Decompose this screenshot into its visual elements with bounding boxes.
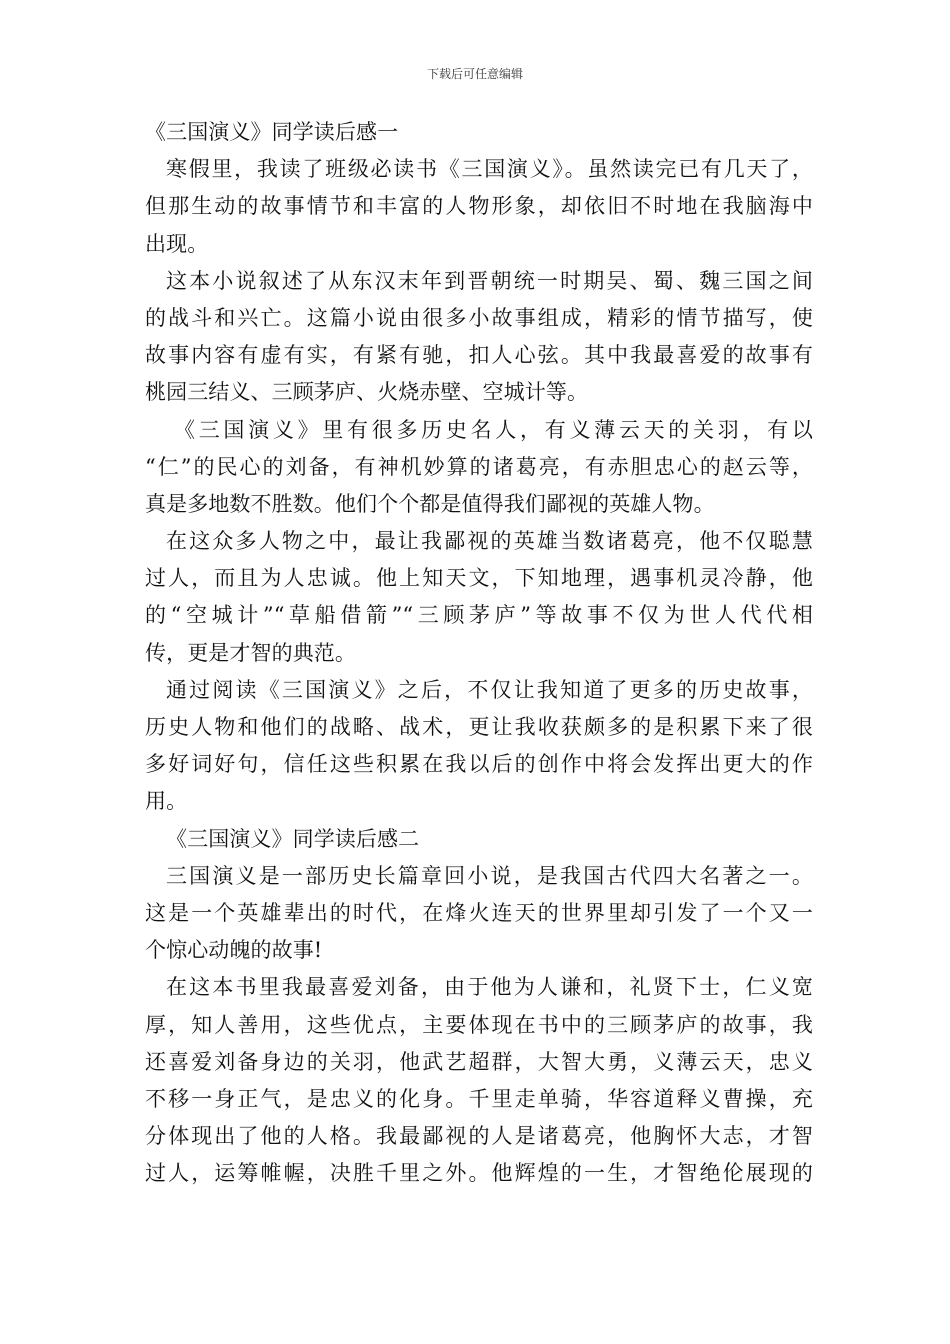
text-line: 寒假里，我读了班级必读书《三国演义》。虽然读完已有几天了， (166, 157, 813, 182)
text-line: 厚，知人善用，这些优点，主要体现在书中的三顾茅庐的故事，我 (145, 1012, 813, 1037)
text-line: 过人，而且为人忠诚。他上知天文，下知地理，遇事机灵冷静，他 (145, 566, 813, 591)
text-line: 《三国演义》里有很多历史名人，有义薄云天的关羽，有以 (174, 417, 813, 442)
text-line: 过人，运筹帷幄，决胜千里之外。他辉煌的一生，才智绝伦展现的 (145, 1161, 813, 1186)
text-line: 桃园三结义、三顾茅庐、火烧赤壁、空城计等。 (145, 380, 589, 405)
text-line: 这本小说叙述了从东汉末年到晋朝统一时期吴、蜀、魏三国之间 (166, 268, 813, 293)
text-line: 传，更是才智的典范。 (145, 640, 356, 665)
text-line: 的战斗和兴亡。这篇小说由很多小故事组成，精彩的情节描写，使 (145, 305, 813, 330)
text-line: 三国演义是一部历史长篇章回小说，是我国古代四大名著之一。 (166, 863, 813, 888)
text-line: 不移一身正气，是忠义的化身。千里走单骑，华容道释义曹操，充 (145, 1086, 813, 1111)
text-line: 真是多地数不胜数。他们个个都是值得我们鄙视的英雄人物。 (145, 491, 715, 516)
essay-title-2: 《三国演义》同学读后感二 (166, 826, 420, 851)
text-line: 的“空城计”“草船借箭”“三顾茅庐”等故事不仅为世人代代相 (145, 603, 813, 628)
text-line: 还喜爱刘备身边的关羽，他武艺超群，大智大勇，义薄云天，忠义 (145, 1049, 813, 1074)
text-line: 用。 (145, 789, 188, 814)
text-line: 通过阅读《三国演义》之后，不仅让我知道了更多的历史故事， (166, 677, 813, 702)
text-line: 个惊心动魄的故事! (145, 938, 323, 963)
text-line: 出现。 (145, 231, 209, 256)
text-line: 历史人物和他们的战略、战术，更让我收获颇多的是积累下来了很 (145, 715, 813, 739)
text-line: “仁”的民心的刘备，有神机妙算的诸葛亮，有赤胆忠心的赵云等， (145, 454, 813, 479)
header-note: 下载后可任意编辑 (426, 67, 523, 81)
text-line: 但那生动的故事情节和丰富的人物形象，却依旧不时地在我脑海中 (145, 194, 813, 219)
text-line: 故事内容有虚有实，有紧有驰，扣人心弦。其中我最喜爱的故事有 (145, 343, 813, 368)
text-line: 在这本书里我最喜爱刘备，由于他为人谦和，礼贤下士，仁义宽 (166, 975, 813, 1000)
document-body (145, 114, 813, 1192)
text-line: 在这众多人物之中，最让我鄙视的英雄当数诸葛亮，他不仅聪慧 (166, 529, 813, 554)
text-line: 这是一个英雄辈出的时代，在烽火连天的世界里却引发了一个又一 (145, 900, 813, 925)
text-line: 多好词好句，信任这些积累在我以后的创作中将会发挥出更大的作 (145, 752, 813, 777)
essay-title-1: 《三国演义》同学读后感一 (145, 120, 399, 144)
text-line: 分体现出了他的人格。我最鄙视的人是诸葛亮，他胸怀大志，才智 (145, 1124, 813, 1149)
